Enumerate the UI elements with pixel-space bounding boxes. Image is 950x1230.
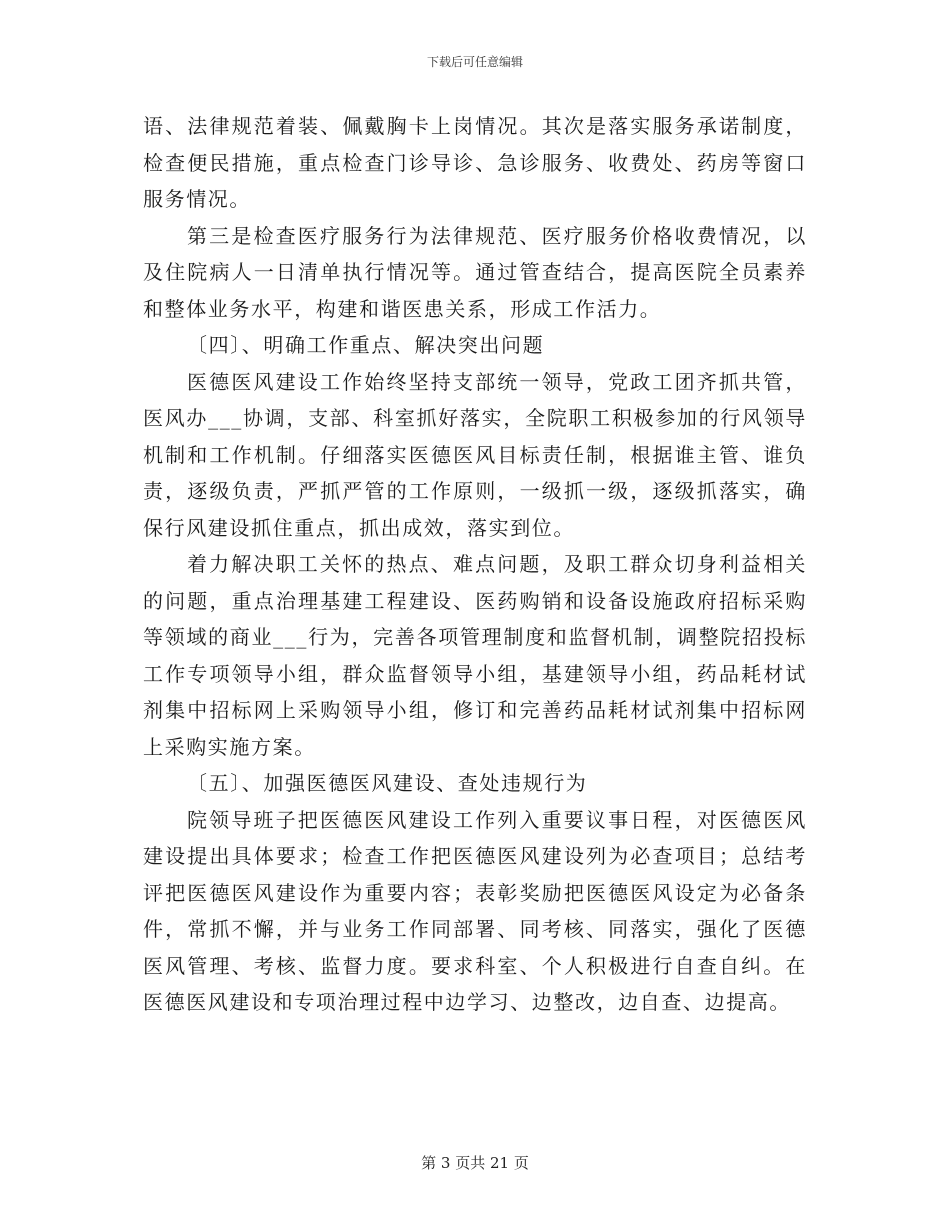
paragraph-hotspot-issues: 着力解决职工关怀的热点、难点问题，及职工群众切身利益相关的问题，重点治理基建工程建设、医药购销和设备设施政府招标采购等领域的商业___行为，完善各项管理制度和监督机制，调整院招投标工作专项领导小组，群众监督领导小组，基建领导小组，药品耗材试剂集中招标网上采购领导小组，修订和完善药品耗材试剂集中招标网上采购实施方案。: [143, 552, 807, 759]
paragraph-continuation: 语、法律规范着装、佩戴胸卡上岗情况。其次是落实服务承诺制度，检查便民措施，重点检查门诊导诊、急诊服务、收费处、药房等窗口服务情况。: [143, 114, 807, 211]
page-number: 第 3 页共 21 页: [421, 1154, 529, 1172]
paragraph-third-check: 第三是检查医疗服务行为法律规范、医疗服务价格收费情况，以及住院病人一日清单执行情况等。通过管查结合，提高医院全员素养和整体业务水平，构建和谐医患关系，形成工作活力。: [143, 223, 807, 321]
paragraph-leadership-agenda: 院领导班子把医德医风建设工作列入重要议事日程，对医德医风建设提出具体要求；检查工作把医德医风建设列为必查项目；总结考评把医德医风建设作为重要内容；表彰奖励把医德医风设定为必备条件，常抓不懈，并与业务工作同部署、同考核、同落实，强化了医德医风管理、考核、监督力度。要求科室、个人积极进行自查自纠。在医德医风建设和专项治理过程中边学习、边整改，边自查、边提高。: [143, 807, 807, 1014]
document-body: [143, 108, 807, 1021]
section-heading-five: 〔五〕、加强医德医风建设、查处违规行为: [187, 771, 588, 795]
page-header-note: 下载后可任意编辑: [426, 55, 523, 69]
paragraph-leadership-mechanism: 医德医风建设工作始终坚持支部统一领导，党政工团齐抓共管，医风办___协调，支部、科室抓好落实，全院职工积极参加的行风领导机制和工作机制。仔细落实医德医风目标责任制，根据谁主管、谁负责，逐级负责，严抓严管的工作原则，一级抓一级，逐级抓落实，确保行风建设抓住重点，抓出成效，落实到位。: [143, 369, 807, 540]
section-heading-four: 〔四〕、明确工作重点、解决突出问题: [187, 333, 545, 357]
